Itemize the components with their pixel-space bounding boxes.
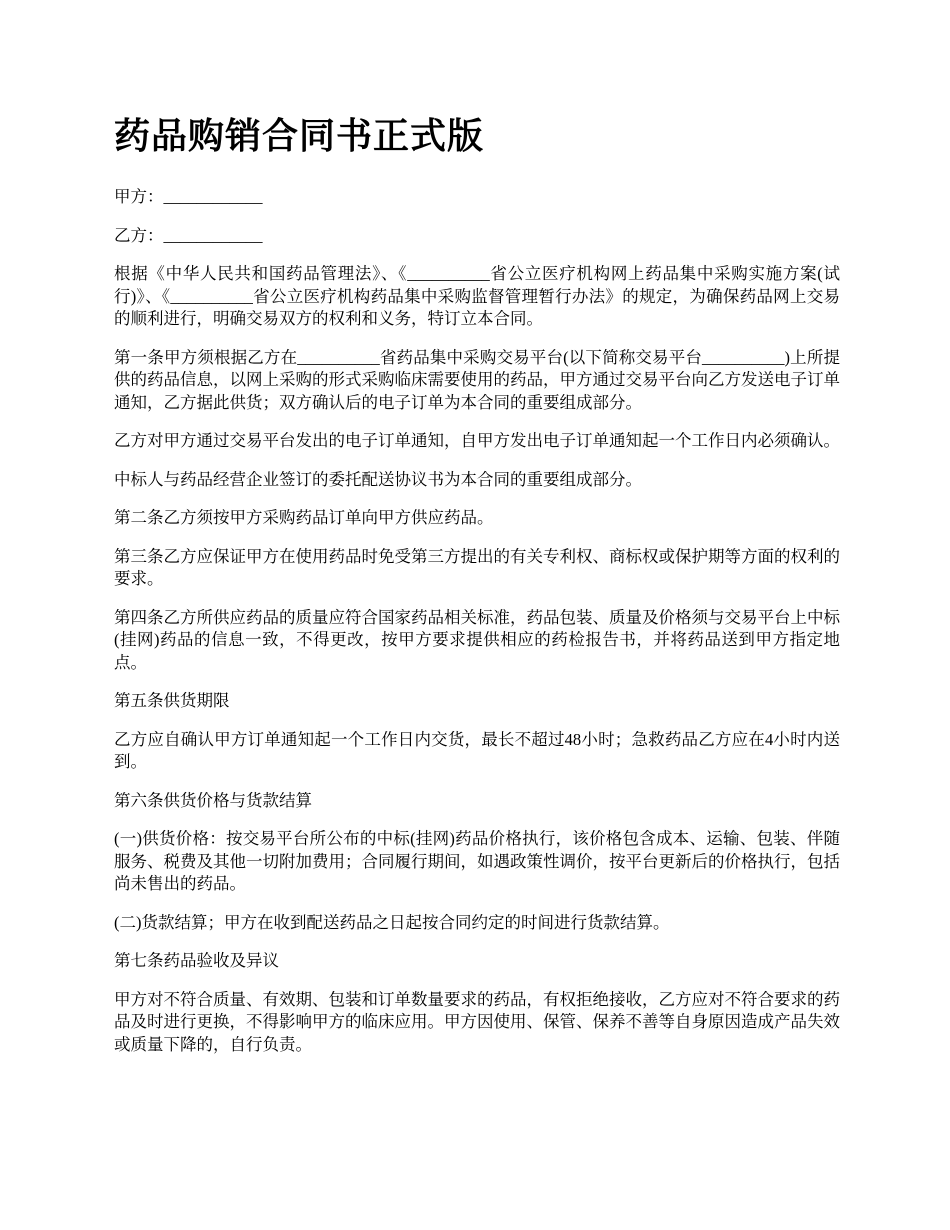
document-title: 药品购销合同书正式版 <box>114 115 485 157</box>
article-3-paragraph: 第三条乙方应保证甲方在使用药品时免受第三方提出的有关专利权、商标权或保护期等方面的权利的要求。 <box>114 546 840 588</box>
article-2-paragraph: 第二条乙方须按甲方采购药品订单向甲方供应药品。 <box>114 508 494 527</box>
party-a-line: 甲方：____________ <box>114 187 263 206</box>
preamble-paragraph: 根据《中华人民共和国药品管理法》、《__________省公立医疗机构网上药品集中采购实施方案(试行)》、《__________省公立医疗机构药品集中采购监督管理暂行办法》的规定，为确保药品网上交易的顺利进行，明确交易双方的权利和义务，特订立本合同。 <box>114 264 840 328</box>
party-b-line: 乙方：____________ <box>114 225 263 245</box>
article-6-price-paragraph: (一)供货价格：按交易平台所公布的中标(挂网)药品价格执行，该价格包含成本、运输、包装、伴随服务、税费及其他一切附加费用；合同履行期间，如遇政策性调价，按平台更新后的价格执行，包括尚未售出的药品。 <box>114 829 840 893</box>
order-confirmation-paragraph: 乙方对甲方通过交易平台发出的电子订单通知，自甲方发出电子订单通知起一个工作日内必须确认。 <box>114 431 840 450</box>
article-7-paragraph: 甲方对不符合质量、有效期、包装和订单数量要求的药品，有权拒绝接收，乙方应对不符合要求的药品及时进行更换，不得影响甲方的临床应用。甲方因使用、保管、保养不善等自身原因造成产品失效或质量下降的，自行负责。 <box>114 989 840 1054</box>
article-7-heading: 第七条药品验收及异议 <box>114 951 279 970</box>
article-5-paragraph: 乙方应自确认甲方订单通知起一个工作日内交货，最长不超过48小时；急救药品乙方应在4小时内送到。 <box>114 729 840 771</box>
article-1-paragraph: 第一条甲方须根据乙方在__________省药品集中采购交易平台(以下简称交易平台__________)上所提供的药品信息，以网上采购的形式采购临床需要使用的药品，甲方通过交易平台向乙方发送电子订单通知，乙方据此供货；双方确认后的电子订单为本合同的重要组成部分。 <box>114 347 840 412</box>
article-6-heading: 第六条供货价格与货款结算 <box>114 790 312 810</box>
article-4-paragraph: 第四条乙方所供应药品的质量应符合国家药品相关标准，药品包装、质量及价格须与交易平台上中标(挂网)药品的信息一致，不得更改，按甲方要求提供相应的药检报告书，并将药品送到甲方指定地点。 <box>114 607 840 672</box>
document-page <box>114 112 840 1072</box>
delivery-agreement-paragraph: 中标人与药品经营企业签订的委托配送协议书为本合同的重要组成部分。 <box>114 469 642 489</box>
article-6-payment-paragraph: (二)货款结算；甲方在收到配送药品之日起按合同约定的时间进行货款结算。 <box>114 912 670 932</box>
article-5-heading: 第五条供货期限 <box>114 691 230 710</box>
